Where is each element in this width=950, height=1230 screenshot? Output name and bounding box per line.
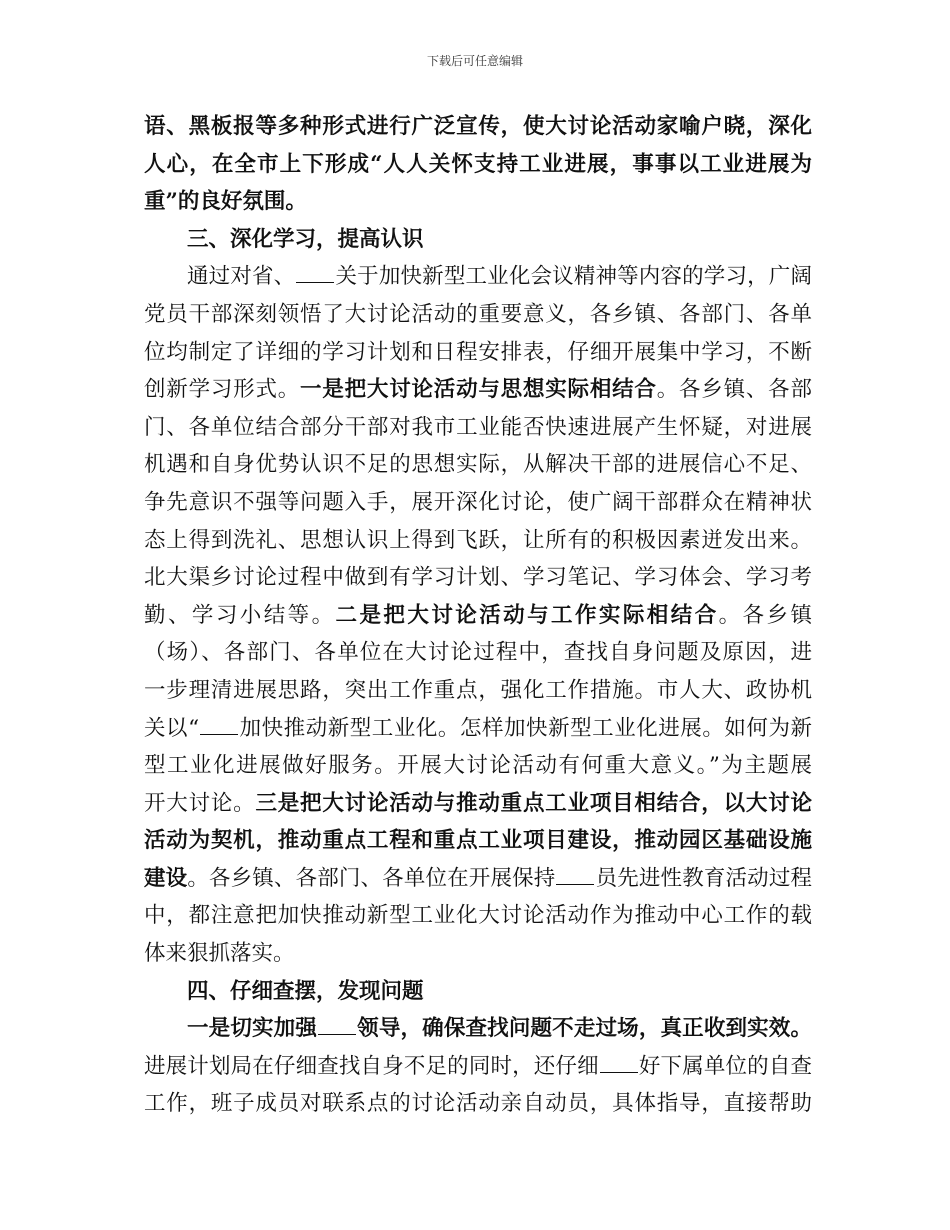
bold-text-span: 一是把大讨论活动与思想实际相结合 — [300, 377, 657, 403]
text-span: 门、各单位结合部分干部对我市工业能否快速进展产生怀疑，对进展 — [144, 414, 812, 440]
text-line — [144, 785, 812, 823]
text-line — [144, 409, 812, 447]
text-span: 勤、学习小结等。 — [144, 602, 336, 628]
text-span: （场）、各部门、各单位在大讨论过程中，查找自身问题及原因，进 — [144, 640, 812, 666]
bold-text-span: 四、仔细查摆，发现问题 — [187, 978, 424, 1004]
bold-text-span: 活动为契机，推动重点工程和重点工业项目建设，推动园区基础设施 — [144, 828, 812, 854]
text-span: 位均制定了详细的学习计划和日程安排表，仔细开展集中学习，不断 — [144, 339, 812, 365]
text-line — [144, 634, 812, 672]
text-line — [144, 935, 812, 973]
text-line — [144, 559, 812, 597]
bold-text-span: 三、深化学习，提高认识 — [187, 226, 424, 252]
text-line — [144, 672, 812, 710]
text-line — [144, 146, 812, 184]
bold-text-span: 重”的良好氛围。 — [144, 189, 307, 215]
text-line — [144, 1085, 812, 1123]
blank-underline — [318, 1015, 356, 1035]
blank-underline — [200, 714, 238, 734]
document-body — [144, 108, 812, 1123]
text-line — [144, 860, 812, 898]
text-line — [144, 897, 812, 935]
text-line — [144, 973, 812, 1011]
text-span: 中，都注意把加快推动新型工业化大讨论活动作为推动中心工作的载 — [144, 903, 812, 929]
text-line — [144, 710, 812, 748]
text-span: 工作，班子成员对联系点的讨论活动亲自动员，具体指导，直接帮助 — [144, 1091, 812, 1117]
text-span: 北大渠乡讨论过程中做到有学习计划、学习笔记、学习体会、学习考 — [144, 565, 812, 591]
text-line — [144, 296, 812, 334]
bold-text-span: 一是切实加强 — [187, 1016, 317, 1042]
blank-underline — [600, 1053, 638, 1073]
blank-underline — [296, 263, 334, 283]
text-span: 好下属单位的自查 — [638, 1053, 812, 1079]
text-span: 。各乡镇、各部门、各单位在开展保持 — [187, 865, 556, 891]
text-span: 员先进性教育活动过程 — [595, 865, 812, 891]
text-span: 开大讨论。 — [144, 790, 256, 816]
text-span: 。各乡镇 — [718, 602, 812, 628]
text-line — [144, 1048, 812, 1086]
bold-text-span: 建设 — [144, 865, 188, 891]
text-span: 争先意识不强等问题入手，展开深化讨论，使广阔干部群众在精神状 — [144, 489, 812, 515]
text-line — [144, 183, 812, 221]
text-line — [144, 597, 812, 635]
text-span: 关于加快新型工业化会议精神等内容的学习，广阔 — [335, 264, 812, 290]
text-span: 加快推动新型工业化。怎样加快新型工业化进展。如何为新 — [239, 715, 812, 741]
text-span: 。各乡镇、各部 — [656, 377, 812, 403]
text-span: 一步理清进展思路，突出工作重点，强化工作措施。市人大、政协机 — [144, 677, 812, 703]
text-span: 态上得到洗礼、思想认识上得到飞跃，让所有的积极因素迸发出来。 — [144, 527, 812, 553]
text-span: 体来狠抓落实。 — [144, 941, 295, 967]
blank-underline — [556, 865, 594, 885]
text-line — [144, 371, 812, 409]
bold-text-span: 三是把大讨论活动与推动重点工业项目相结合，以大讨论 — [255, 790, 812, 816]
text-line — [144, 334, 812, 372]
page-header: 下载后可任意编辑 — [426, 54, 523, 68]
bold-text-span: 领导，确保查找问题不走过场，真正收到实效。 — [357, 1016, 812, 1042]
text-line — [144, 822, 812, 860]
text-span: 创新学习形式。 — [144, 377, 301, 403]
text-line — [144, 446, 812, 484]
text-span: 机遇和自身优势认识不足的思想实际，从解决干部的进展信心不足、 — [144, 452, 812, 478]
text-line — [144, 108, 812, 146]
bold-text-span: 语、黑板报等多种形式进行广泛宣传，使大讨论活动家喻户晓，深化 — [144, 114, 812, 139]
text-line — [144, 522, 812, 560]
text-span: 型工业化进展做好服务。开展大讨论活动有何重大意义。”为主题展 — [144, 753, 812, 779]
text-line — [144, 1010, 812, 1048]
text-line — [144, 484, 812, 522]
text-span: 关以“ — [144, 715, 200, 741]
text-span: 进展计划局在仔细查找自身不足的同时，还仔细 — [144, 1053, 599, 1079]
text-span: 通过对省、 — [187, 264, 296, 290]
bold-text-span: 二是把大讨论活动与工作实际相结合 — [335, 602, 719, 628]
text-line — [144, 258, 812, 296]
text-span: 党员干部深刻领悟了大讨论活动的重要意义，各乡镇、各部门、各单 — [144, 301, 812, 327]
bold-text-span: 人心，在全市上下形成“人人关怀支持工业进展，事事以工业进展为 — [144, 151, 812, 177]
text-line — [144, 221, 812, 259]
text-line — [144, 747, 812, 785]
